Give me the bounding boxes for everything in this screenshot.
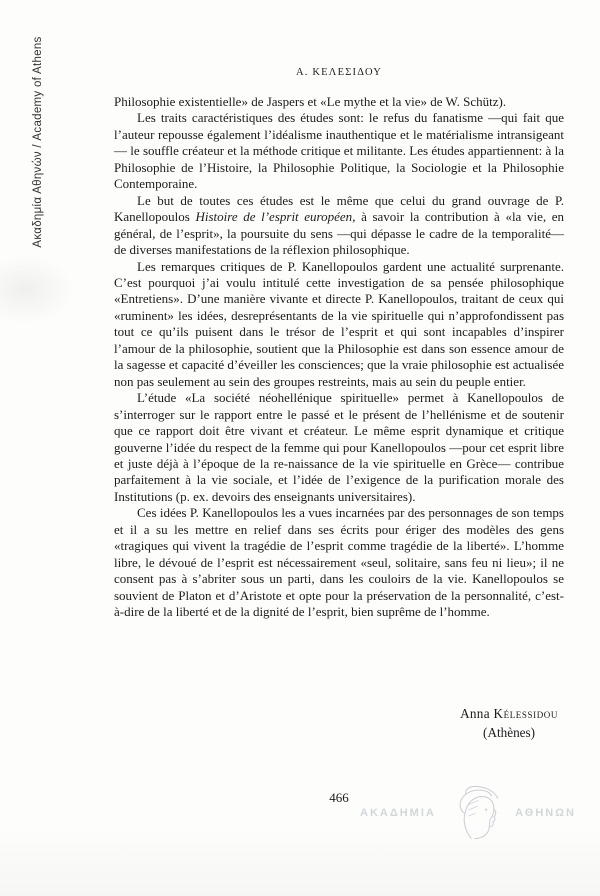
watermark-text-right: ΑΘΗΝΩΝ (515, 807, 576, 819)
academy-watermark (360, 782, 576, 844)
paragraph-text: , à savoir la contribution à «la vie, en général, de l’esprit», la poursuite du sens —qui dépasse le cadre de la temporalité— de diverses manifestations de la réflexion philosophique. (114, 209, 564, 258)
author-signature-block (460, 704, 558, 742)
signature-last-name: Kélessidou (493, 706, 558, 721)
paragraph-text: Le but de toutes ces études est le même que celui du grand ouvrage de P. Kanellopoulos (114, 192, 564, 225)
scan-edge-shading (0, 255, 75, 325)
paragraph (114, 193, 564, 259)
paragraph: Les traits caractéristiques des études sont: le refus du fanatisme —qui fait que l’auteur repousse également l’idéalisme inauthentique et le matérialisme intransigeant— le souffle créateur et la méthode critique et militante. Les études appartiennent: à la Philosophie de l’Histoire, la Philosophie Politique, la Sociologie et la Philosophie Contemporaine. (114, 110, 564, 192)
watermark-text-left: ΑΚΑΔΗΜΙΑ (360, 807, 436, 819)
paragraph: L’étude «La société néohellénique spirituelle» permet à Kanellopoulos de s’interroger sur le rapport entre le passé et le présent de l’hellénisme et de soutenir que ce rapport doit être vivant et créateur. Le même esprit dynamique et critique gouverne l’idée du respect de la femme qui pour Kanellopoulos —pour cet esprit libre et juste déjà à l’époque de la re-naissance de la vie spirituelle en Grèce— contribue parfaitement à la vie sociale, et l’idée de l’exigence de la purification morale des Institutions (p. ex. devoirs des enseignants universitaires). (114, 390, 564, 504)
book-title-italic: Histoire de l’esprit européen (195, 209, 353, 225)
athena-head-logo (445, 784, 507, 842)
article-body (114, 94, 564, 621)
paragraph: Les remarques critiques de P. Kanellopoulos gardent une actualité surprenante. C’est pourquoi j’ai voulu intitulé cette investigation de sa pensée philosophique «Entretiens». D’une manière vivante et directe P. Kanellopoulos, traitant de ceux qui «ruminent» les idées, desreprésentants de la vie spirituelle qui n’approfondissent pas tout ce qu’ils puisent dans le trésor de l’esprit et qui sont incapables d’inspirer l’amour de la philosophie, soutient que la Philosophie est dans son essence amour de la sagesse et capacité d’éveiller les consciences; que la vraie philosophie est actualisée non pas seulement au sein des groupes restreints, mais au sein du peuple entier. (114, 258, 564, 389)
signature-name (460, 704, 558, 723)
library-stamp-vertical: Ακαδημία Αθηνών / Academy of Athens (32, 36, 44, 248)
page-number: 466 (329, 790, 349, 805)
signature-place: (Athènes) (483, 725, 536, 740)
paragraph-continuation: Philosophie existentielle» de Jaspers et «Le mythe et la vie» de W. Schütz). (114, 94, 507, 109)
paragraph: Ces idées P. Kanellopoulos les a vues incarnées par des personnages de son temps et il a su les mettre en relief dans ses écrits pour ériger des modèles des gens «tragiques qui vivent la tragédie de l’esprit comme tragédie de la liberté». L’homme libre, le dévoué de l’esprit est nécessairement «seul, solitaire, sans feu ni lieu»; il ne consent pas à s’abriter sous un parti, dans les couloirs de la vie. Kanellopoulos se souvient de Platon et d’Aristote et opte pour la préservation de la personnalité, c’est-à-dire de la liberté et de la dignité de l’esprit, bien suprême de l’homme. (114, 505, 564, 620)
running-head-author: Α. ΚΕΛΕΣΙΔΟΥ (295, 67, 383, 78)
signature-first-name: Anna (460, 706, 494, 721)
